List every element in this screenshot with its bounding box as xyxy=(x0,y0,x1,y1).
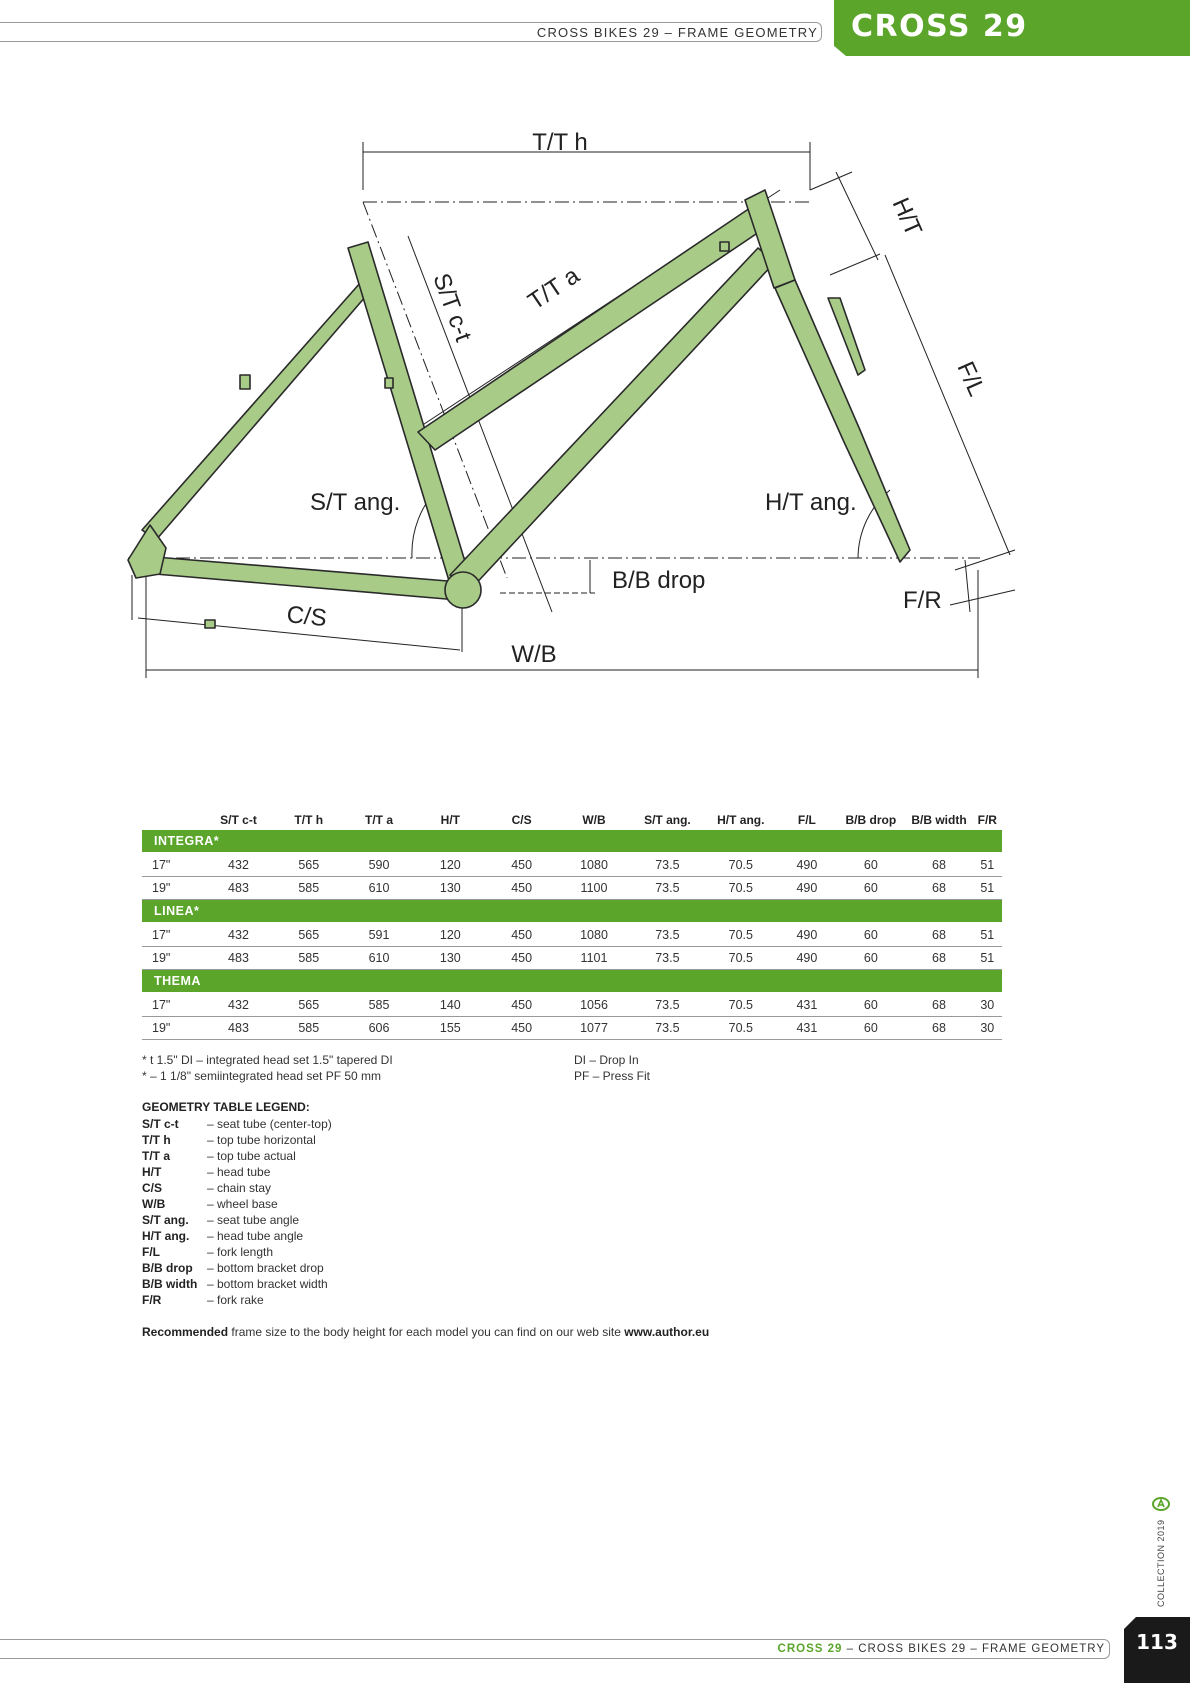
legend-value: – bottom bracket width xyxy=(207,1277,328,1291)
label-wb: W/B xyxy=(511,641,557,668)
footnotes-left xyxy=(142,1052,393,1084)
table-cell: 70.5 xyxy=(704,993,777,1017)
table-cell: 51 xyxy=(973,923,1002,947)
geometry-table xyxy=(142,810,1002,1040)
table-cell: 73.5 xyxy=(631,853,704,877)
legend-item xyxy=(142,1180,332,1196)
table-cell: 73.5 xyxy=(631,947,704,970)
legend-value: – seat tube (center-top) xyxy=(207,1117,332,1131)
table-cell: 73.5 xyxy=(631,877,704,900)
footnote: DI – Drop In xyxy=(574,1053,639,1067)
legend-value: – bottom bracket drop xyxy=(207,1261,324,1275)
geometry-legend xyxy=(142,1116,332,1308)
frame-size-cell: 19" xyxy=(142,947,203,970)
table-cell: 60 xyxy=(836,853,905,877)
label-fr: F/R xyxy=(903,587,942,614)
table-row xyxy=(142,853,1002,877)
table-cell: 450 xyxy=(486,923,557,947)
table-cell: 1080 xyxy=(557,923,630,947)
table-cell: 565 xyxy=(274,993,343,1017)
legend-item xyxy=(142,1148,332,1164)
bike-frame xyxy=(128,190,910,628)
col-header: S/T ang. xyxy=(644,813,691,827)
table-cell: 73.5 xyxy=(631,923,704,947)
col-header: S/T c-t xyxy=(220,813,257,827)
footnote: * t 1.5" DI – integrated head set 1.5" tapered DI xyxy=(142,1053,393,1067)
table-cell: 30 xyxy=(973,1017,1002,1040)
geometry-table-body xyxy=(142,830,1002,1040)
legend-key: B/B drop xyxy=(142,1261,193,1275)
table-cell: 585 xyxy=(274,877,343,900)
label-tth: T/T h xyxy=(532,130,588,156)
table-cell: 30 xyxy=(973,993,1002,1017)
label-st-ang: S/T ang. xyxy=(310,489,401,516)
label-cs: C/S xyxy=(285,601,328,633)
footer-brand: CROSS 29 xyxy=(777,1643,843,1655)
table-cell: 590 xyxy=(343,853,414,877)
label-ht: H/T xyxy=(886,193,928,241)
table-cell: 68 xyxy=(905,877,972,900)
table-cell: 70.5 xyxy=(704,923,777,947)
table-cell: 73.5 xyxy=(631,1017,704,1040)
col-header: T/T h xyxy=(294,813,324,827)
table-cell: 130 xyxy=(415,947,486,970)
legend-key: H/T ang. xyxy=(142,1229,190,1243)
model-name: THEMA xyxy=(142,970,1002,994)
legend-key: C/S xyxy=(142,1181,163,1195)
table-cell: 490 xyxy=(778,947,837,970)
table-cell: 68 xyxy=(905,947,972,970)
table-cell: 450 xyxy=(486,947,557,970)
frame-size-cell: 19" xyxy=(142,1017,203,1040)
table-cell: 490 xyxy=(778,923,837,947)
table-header-row xyxy=(142,810,1002,830)
table-row xyxy=(142,877,1002,900)
legend-value: – fork rake xyxy=(207,1293,264,1307)
table-cell: 1056 xyxy=(557,993,630,1017)
legend-item xyxy=(142,1116,332,1132)
author-logo-icon xyxy=(1152,1497,1170,1511)
table-cell: 565 xyxy=(274,853,343,877)
footnote: * – 1 1/8" semiintegrated head set PF 50 mm xyxy=(142,1069,382,1083)
table-cell: 73.5 xyxy=(631,993,704,1017)
table-cell: 51 xyxy=(973,877,1002,900)
table-cell: 610 xyxy=(343,947,414,970)
table-cell: 1101 xyxy=(557,947,630,970)
recommendation-text xyxy=(142,1325,709,1339)
footer-section: – CROSS BIKES 29 – FRAME GEOMETRY xyxy=(842,1643,1105,1655)
table-cell: 60 xyxy=(836,877,905,900)
legend-value: – fork length xyxy=(207,1245,274,1259)
legend-key: H/T xyxy=(142,1165,162,1179)
legend-item xyxy=(142,1228,332,1244)
table-cell: 490 xyxy=(778,877,837,900)
col-header: W/B xyxy=(582,813,606,827)
footnotes-right xyxy=(574,1052,650,1084)
legend-key: S/T ang. xyxy=(142,1213,189,1227)
table-cell: 1100 xyxy=(557,877,630,900)
table-cell: 565 xyxy=(274,923,343,947)
legend-key: W/B xyxy=(142,1197,166,1211)
table-cell: 591 xyxy=(343,923,414,947)
collection-label: COLLECTION 2019 xyxy=(1156,1519,1166,1607)
legend-value: – top tube actual xyxy=(207,1149,296,1163)
header-brand-title: CROSS 29 xyxy=(851,9,1028,44)
legend-value: – head tube angle xyxy=(207,1229,304,1243)
frame-geometry-diagram xyxy=(110,130,1030,730)
frame-size-cell: 19" xyxy=(142,877,203,900)
col-header: H/T xyxy=(440,813,460,827)
table-cell: 483 xyxy=(203,947,274,970)
table-cell: 432 xyxy=(203,853,274,877)
legend-key: S/T c-t xyxy=(142,1117,179,1131)
col-header xyxy=(142,810,203,830)
model-group-row xyxy=(142,900,1002,924)
table-cell: 120 xyxy=(415,923,486,947)
recommendation-bold: Recommended xyxy=(142,1325,229,1339)
table-cell: 431 xyxy=(778,993,837,1017)
legend-item xyxy=(142,1132,332,1148)
table-cell: 450 xyxy=(486,993,557,1017)
label-fl: F/L xyxy=(951,357,991,401)
footnote: PF – Press Fit xyxy=(574,1069,651,1083)
table-cell: 68 xyxy=(905,1017,972,1040)
table-row xyxy=(142,947,1002,970)
legend-key: B/B width xyxy=(142,1277,198,1291)
table-cell: 585 xyxy=(274,947,343,970)
table-cell: 70.5 xyxy=(704,947,777,970)
table-cell: 450 xyxy=(486,877,557,900)
col-header: F/L xyxy=(797,813,816,827)
label-bb-drop: B/B drop xyxy=(612,567,706,594)
table-row xyxy=(142,993,1002,1017)
legend-item xyxy=(142,1212,332,1228)
table-cell: 490 xyxy=(778,853,837,877)
table-cell: 51 xyxy=(973,947,1002,970)
legend-value: – head tube xyxy=(207,1165,271,1179)
table-cell: 130 xyxy=(415,877,486,900)
table-cell: 1080 xyxy=(557,853,630,877)
legend-value: – top tube horizontal xyxy=(207,1133,316,1147)
table-cell: 70.5 xyxy=(704,1017,777,1040)
table-cell: 483 xyxy=(203,1017,274,1040)
table-cell: 51 xyxy=(973,853,1002,877)
table-cell: 1077 xyxy=(557,1017,630,1040)
col-header: T/T a xyxy=(365,813,394,827)
legend-item xyxy=(142,1276,332,1292)
table-cell: 68 xyxy=(905,923,972,947)
table-cell: 432 xyxy=(203,993,274,1017)
legend-key: F/L xyxy=(142,1245,160,1259)
table-cell: 483 xyxy=(203,877,274,900)
table-cell: 140 xyxy=(415,993,486,1017)
table-cell: 585 xyxy=(343,993,414,1017)
legend-item xyxy=(142,1292,332,1308)
table-cell: 431 xyxy=(778,1017,837,1040)
table-cell: 60 xyxy=(836,1017,905,1040)
table-row xyxy=(142,923,1002,947)
table-cell: 155 xyxy=(415,1017,486,1040)
legend-value: – wheel base xyxy=(207,1197,278,1211)
legend-title: GEOMETRY TABLE LEGEND: xyxy=(142,1100,310,1114)
table-cell: 68 xyxy=(905,993,972,1017)
legend-key: T/T a xyxy=(142,1149,171,1163)
table-cell: 60 xyxy=(836,947,905,970)
col-header: B/B drop xyxy=(845,813,897,827)
header-section-title: CROSS BIKES 29 – FRAME GEOMETRY xyxy=(536,25,818,40)
table-cell: 70.5 xyxy=(704,877,777,900)
col-header: F/R xyxy=(977,813,997,827)
frame-size-cell: 17" xyxy=(142,923,203,947)
model-name: LINEA* xyxy=(142,900,1002,924)
legend-key: T/T h xyxy=(142,1133,171,1147)
legend-item xyxy=(142,1244,332,1260)
table-cell: 60 xyxy=(836,993,905,1017)
table-cell: 432 xyxy=(203,923,274,947)
table-cell: 70.5 xyxy=(704,853,777,877)
label-ht-ang: H/T ang. xyxy=(765,489,857,516)
table-cell: 610 xyxy=(343,877,414,900)
col-header: H/T ang. xyxy=(717,813,765,827)
recommendation-body: frame size to the body height for each model you can find on our web site xyxy=(228,1325,625,1339)
table-row xyxy=(142,1017,1002,1040)
legend-item xyxy=(142,1164,332,1180)
legend-value: – seat tube angle xyxy=(207,1213,300,1227)
frame-size-cell: 17" xyxy=(142,853,203,877)
legend-item xyxy=(142,1196,332,1212)
label-st: S/T c-t xyxy=(427,269,477,346)
table-cell: 585 xyxy=(274,1017,343,1040)
website-link[interactable]: www.author.eu xyxy=(624,1325,710,1339)
table-cell: 60 xyxy=(836,923,905,947)
legend-value: – chain stay xyxy=(207,1181,272,1195)
legend-key: F/R xyxy=(142,1293,162,1307)
table-cell: 606 xyxy=(343,1017,414,1040)
model-name: INTEGRA* xyxy=(142,830,1002,853)
footer-section-title xyxy=(778,1643,1105,1655)
model-group-row xyxy=(142,830,1002,853)
frame-size-cell: 17" xyxy=(142,993,203,1017)
legend-item xyxy=(142,1260,332,1276)
label-tta: T/T a xyxy=(523,262,585,316)
table-cell: 450 xyxy=(486,853,557,877)
table-cell: 450 xyxy=(486,1017,557,1040)
col-header: B/B width xyxy=(911,813,967,827)
model-group-row xyxy=(142,970,1002,994)
table-cell: 68 xyxy=(905,853,972,877)
page-number: 113 xyxy=(1136,1630,1178,1654)
col-header: C/S xyxy=(511,813,532,827)
table-cell: 120 xyxy=(415,853,486,877)
